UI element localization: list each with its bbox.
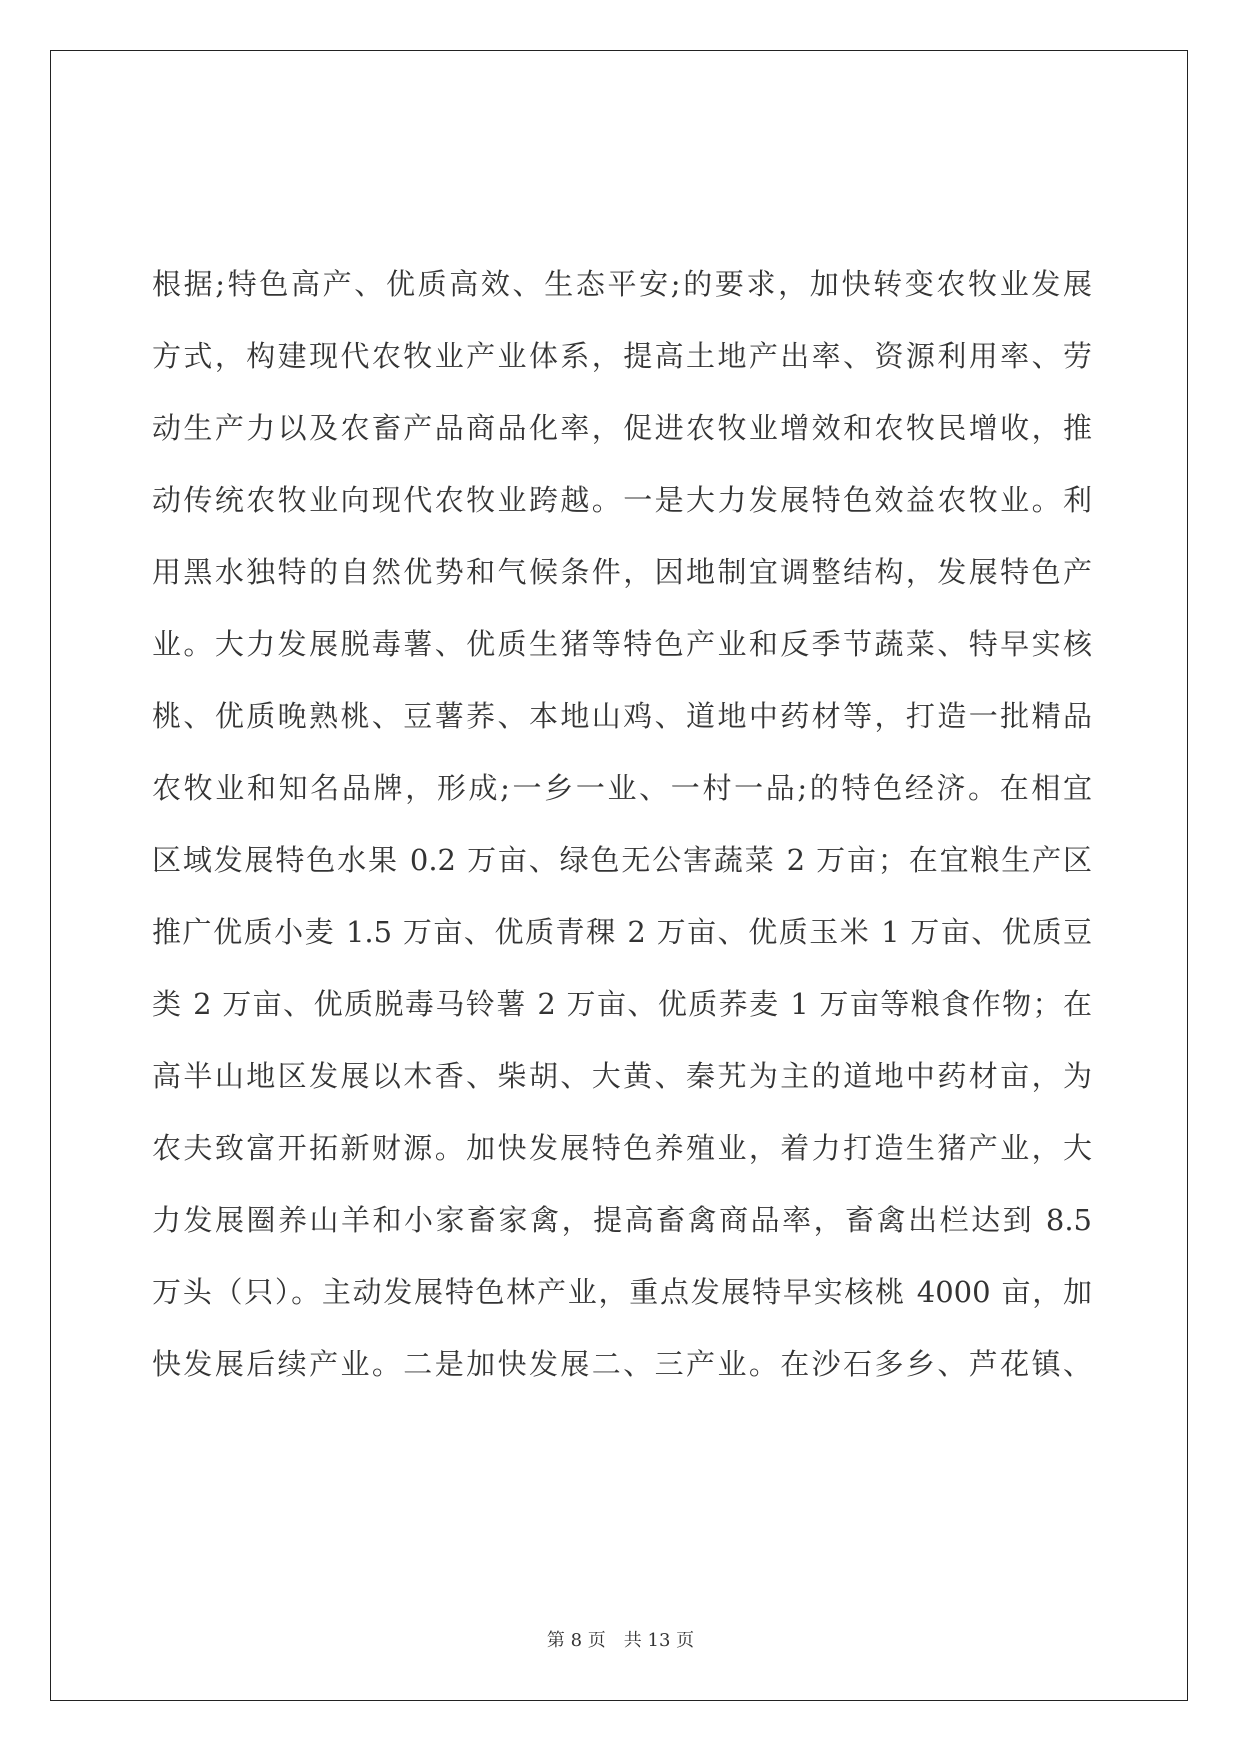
text-line-7: 桃、优质晚熟桃、豆薯荞、本地山鸡、道地中药材等，打造一批精品	[152, 699, 1092, 733]
text-line-16: 快发展后续产业。二是加快发展二、三产业。在沙石多乡、芦花镇、	[152, 1347, 1092, 1381]
text-line-13: 农夫致富开拓新财源。加快发展特色养殖业，着力打造生猪产业，大	[152, 1131, 1092, 1165]
text-line-15: 万头（只）。主动发展特色林产业，重点发展特早实核桃 4000 亩，加	[152, 1275, 1092, 1309]
page-number-current: 第 8 页	[546, 1630, 606, 1651]
text-line-11: 类 2 万亩、优质脱毒马铃薯 2 万亩、优质荞麦 1 万亩等粮食作物；在	[152, 987, 1092, 1021]
page-number-total: 共 13 页	[623, 1630, 695, 1651]
text-line-3: 动生产力以及农畜产品商品化率，促进农牧业增效和农牧民增收，推	[152, 411, 1092, 445]
page-footer	[0, 1626, 1241, 1652]
text-line-6: 业。大力发展脱毒薯、优质生猪等特色产业和反季节蔬菜、特早实核	[152, 627, 1092, 661]
text-line-2: 方式，构建现代农牧业产业体系，提高土地产出率、资源利用率、劳	[152, 339, 1092, 373]
text-line-9: 区域发展特色水果 0.2 万亩、绿色无公害蔬菜 2 万亩；在宜粮生产区	[152, 843, 1092, 877]
text-line-8: 农牧业和知名品牌，形成;一乡一业、一村一品;的特色经济。在相宜	[152, 771, 1092, 805]
text-line-5: 用黑水独特的自然优势和气候条件，因地制宜调整结构，发展特色产	[152, 555, 1092, 589]
text-line-12: 高半山地区发展以木香、柴胡、大黄、秦艽为主的道地中药材亩，为	[152, 1059, 1092, 1093]
text-line-14: 力发展圈养山羊和小家畜家禽，提高畜禽商品率，畜禽出栏达到 8.5	[152, 1203, 1092, 1237]
text-line-4: 动传统农牧业向现代农牧业跨越。一是大力发展特色效益农牧业。利	[152, 483, 1092, 517]
body-text	[152, 248, 1092, 1400]
text-line-1: 根据;特色高产、优质高效、生态平安;的要求，加快转变农牧业发展	[152, 267, 1092, 301]
text-line-10: 推广优质小麦 1.5 万亩、优质青稞 2 万亩、优质玉米 1 万亩、优质豆	[152, 915, 1092, 949]
